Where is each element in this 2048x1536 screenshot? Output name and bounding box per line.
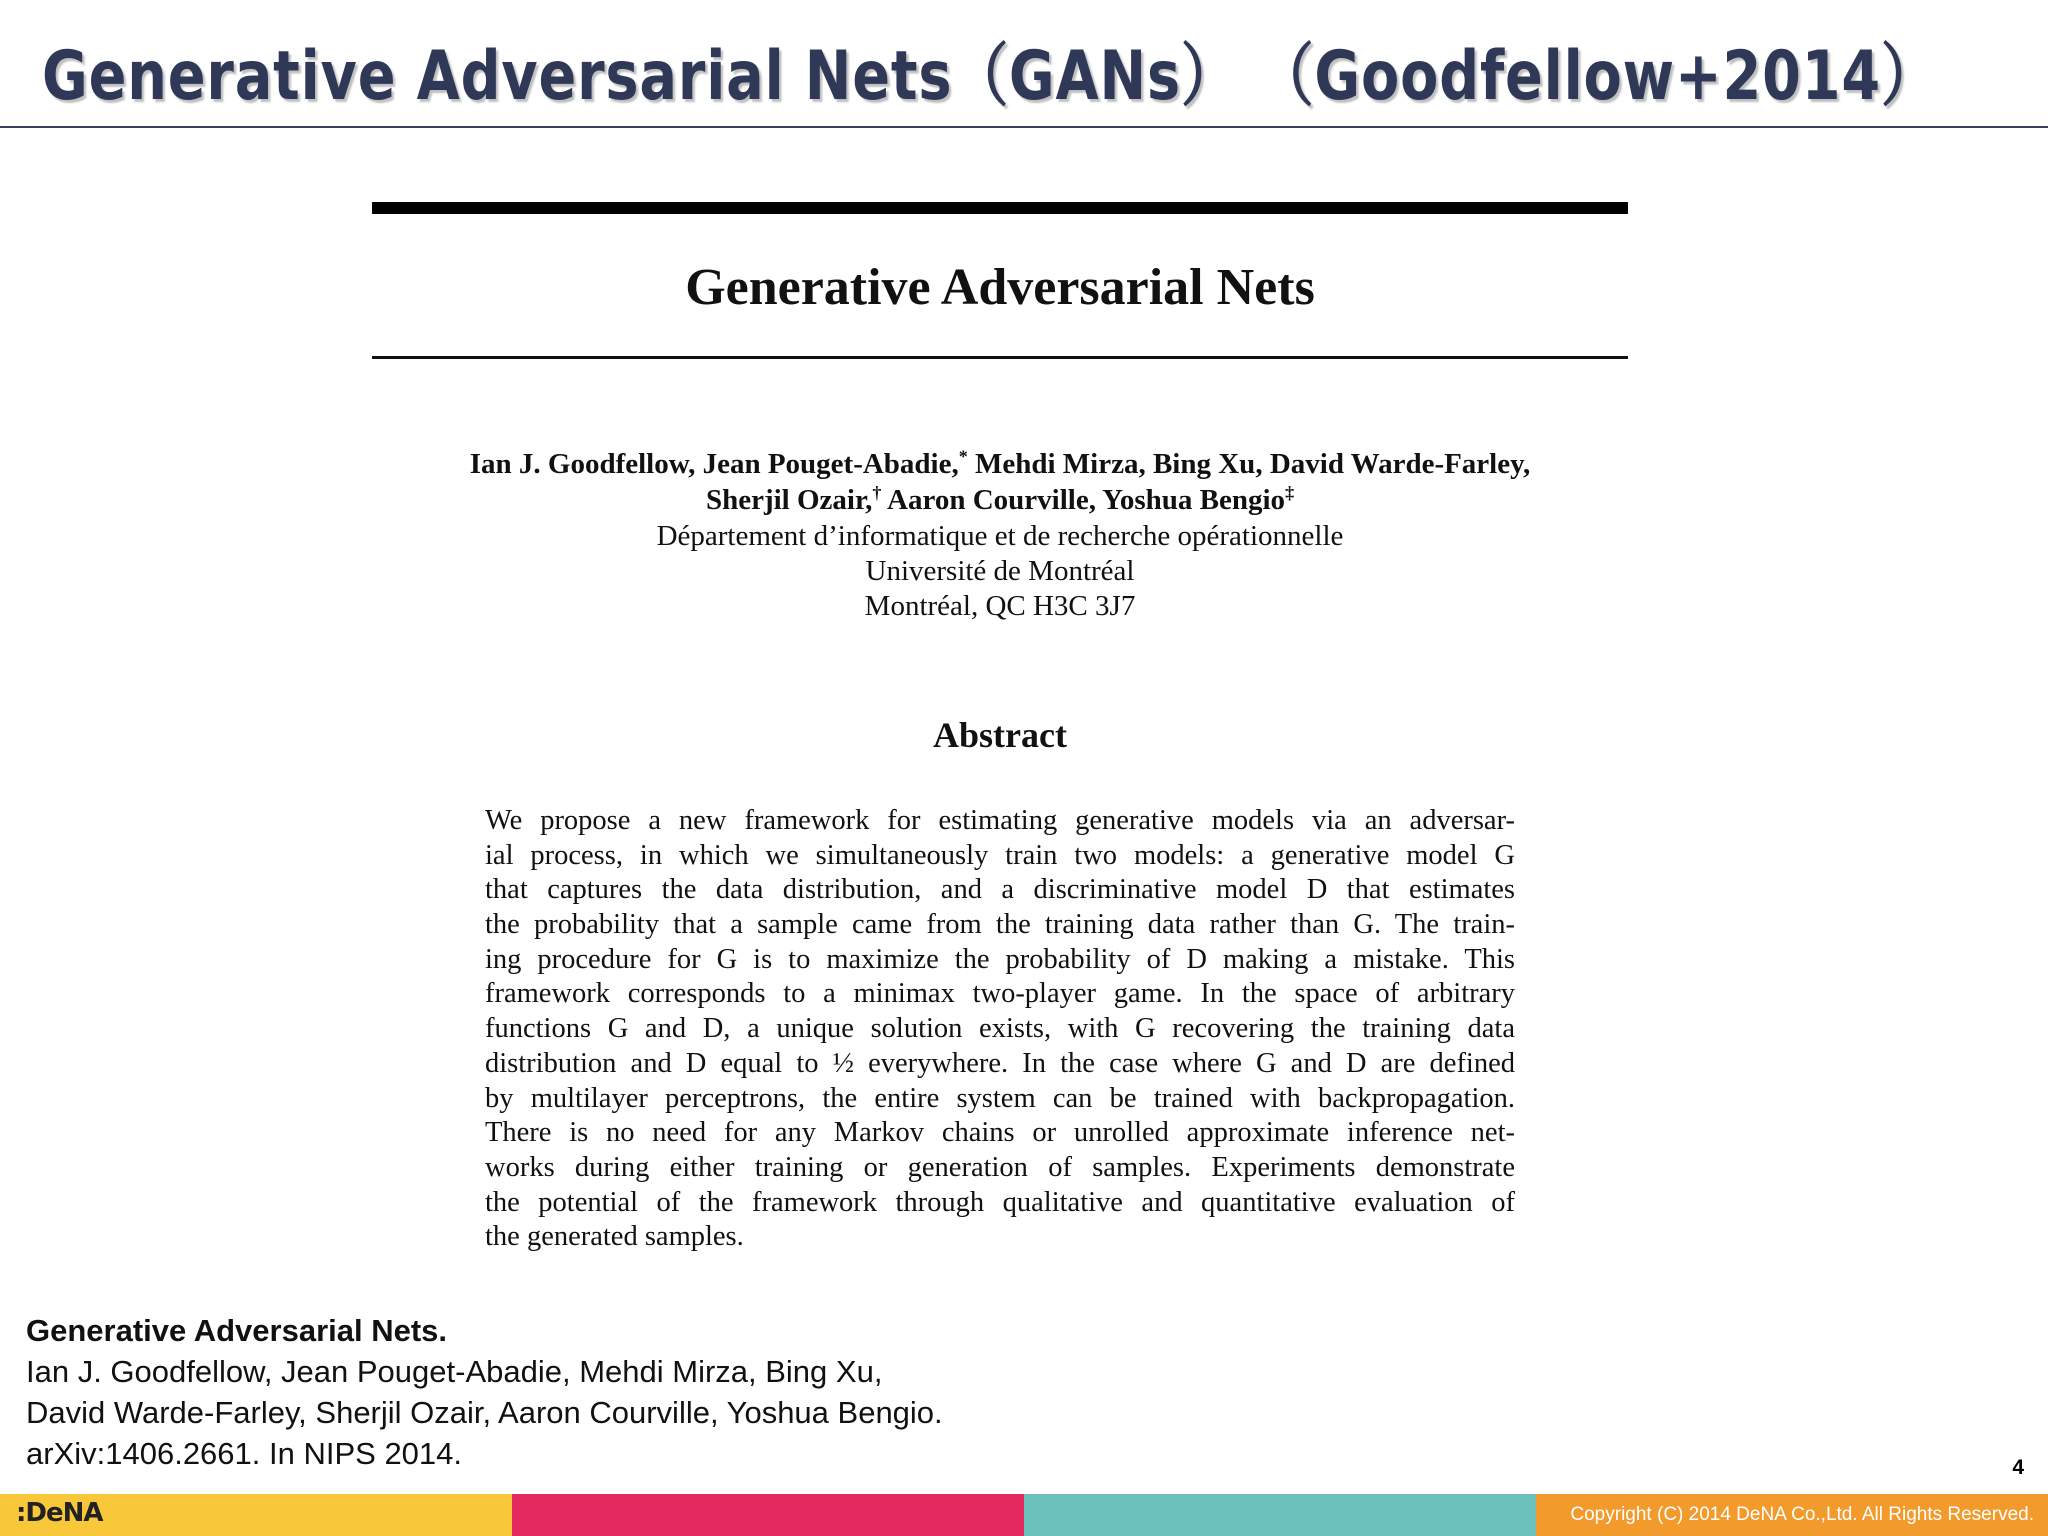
abstract-line: framework corresponds to a minimax two-player game. In the space of arbitrary xyxy=(485,978,1515,1010)
abstract-line: There is no need for any Markov chains or unrolled approximate inference net- xyxy=(485,1117,1515,1149)
copyright-text: Copyright (C) 2014 DeNA Co.,Ltd. All Rights Reserved. xyxy=(1570,1504,2034,1525)
footnote-mark: † xyxy=(872,482,882,503)
abstract-line: functions G and D, a unique solution exists, with G recovering the training data xyxy=(485,1013,1515,1045)
paper-title: Generative Adversarial Nets xyxy=(685,259,1315,316)
abstract-line: by multilayer perceptrons, the entire system can be trained with backpropagation. xyxy=(485,1082,1515,1114)
dena-logo: :DeNA xyxy=(16,1498,103,1528)
affiliation-line: Département d’informatique et de recherche opérationnelle xyxy=(656,520,1344,552)
slide-title: Generative Adversarial Nets（GANs） （Goodfellow+2014） xyxy=(42,37,1938,116)
citation-venue: arXiv:1406.2661. In NIPS 2014. xyxy=(26,1436,463,1471)
paper-authors-line-2 xyxy=(0,484,2000,517)
abstract-line: distribution and D equal to ½ everywhere. In the case where G and D are defined xyxy=(485,1047,1515,1079)
affiliation-line: Montréal, QC H3C 3J7 xyxy=(864,590,1136,622)
citation-title: Generative Adversarial Nets. xyxy=(26,1313,448,1348)
paper-bottom-rule xyxy=(372,356,1628,359)
citation-authors-line-2: David Warde-Farley, Sherjil Ozair, Aaron Courville, Yoshua Bengio. xyxy=(26,1395,943,1430)
abstract-line: ial process, in which we simultaneously train two models: a generative model G xyxy=(485,839,1515,871)
abstract-line: the potential of the framework through qualitative and quantitative evaluation of xyxy=(485,1186,1515,1218)
footer-segment-teal xyxy=(1024,1494,1536,1536)
abstract-line: the probability that a sample came from the training data rather than G. The train- xyxy=(485,909,1515,941)
abstract-line: that captures the data distribution, and a discriminative model D that estimates xyxy=(485,874,1515,906)
footnote-mark: ‡ xyxy=(1285,482,1295,503)
footer-segment-pink xyxy=(512,1494,1024,1536)
citation-block xyxy=(26,1310,943,1474)
page-number: 4 xyxy=(2012,1456,2024,1479)
abstract-line: the generated samples. xyxy=(485,1221,744,1253)
authors-part: Sherjil Ozair, xyxy=(705,484,873,516)
paper-authors-line-1 xyxy=(0,448,2000,481)
authors-part: Aaron Courville, Yoshua Bengio xyxy=(881,484,1286,516)
citation-authors-line-1: Ian J. Goodfellow, Jean Pouget-Abadie, Mehdi Mirza, Bing Xu, xyxy=(26,1354,883,1389)
footer-segment-orange xyxy=(1536,1494,2048,1536)
footer-bar xyxy=(0,1494,2048,1536)
abstract-line: ing procedure for G is to maximize the probability of D making a mistake. This xyxy=(485,943,1515,975)
affiliation-line: Université de Montréal xyxy=(865,555,1135,587)
authors-part: Mehdi Mirza, Bing Xu, David Warde-Farley, xyxy=(967,448,1531,480)
authors-part: Ian J. Goodfellow, Jean Pouget-Abadie, xyxy=(469,448,959,480)
abstract-heading: Abstract xyxy=(933,715,1067,755)
abstract-body xyxy=(485,804,1515,1255)
abstract-line: We propose a new framework for estimating generative models via an adversar- xyxy=(485,805,1515,836)
footnote-mark: * xyxy=(958,446,968,467)
abstract-line: works during either training or generation of samples. Experiments demonstrate xyxy=(485,1151,1515,1183)
footer-segment-yellow xyxy=(0,1494,512,1536)
paper-top-rule xyxy=(372,202,1628,214)
